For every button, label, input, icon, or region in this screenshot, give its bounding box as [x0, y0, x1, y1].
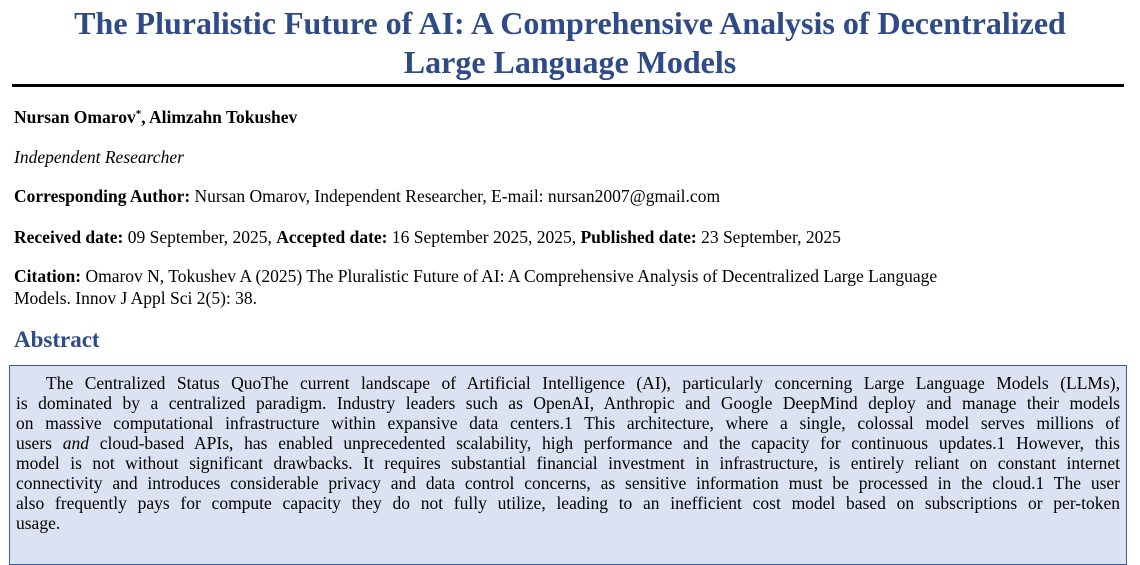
author-list [14, 106, 297, 128]
author-name: Nursan Omarov [14, 107, 136, 127]
abstract-line: model is not without significant drawbacks. It requires substantial financial investment in infrastructure, is entirely reliant on constant internet [16, 453, 1120, 473]
corresponding-label: Corresponding Author: [14, 186, 191, 206]
abstract-heading: Abstract [14, 327, 100, 352]
accepted-label: Accepted date: [276, 227, 388, 247]
abstract-line: The Centralized Status QuoThe current landscape of Artificial Intelligence (AI), particularly concerning Large Language Models (LLMs), [46, 373, 1120, 393]
affiliation: Independent Researcher [14, 147, 184, 167]
abstract-line [16, 433, 1120, 453]
received-label: Received date: [14, 227, 124, 247]
citation-text-1: Omarov N, Tokushev A (2025) The Pluralistic Future of AI: A Comprehensive Analysis of Decentralized Large Language [81, 266, 938, 286]
dates-line [14, 226, 841, 248]
abstract-text: cloud-based APIs, has enabled unprecedented scalability, high performance and the capacity for continuous updates.1 However, this [88, 433, 1120, 453]
abstract-line: usage. [16, 513, 61, 533]
corresponding-text: Nursan Omarov, Independent Researcher, E-mail: nursan2007@gmail.com [190, 186, 721, 206]
corresponding-author-mark: * [135, 108, 142, 120]
paper-title-line-2: Large Language Models [403, 44, 737, 80]
abstract-line: also frequently pays for compute capacity they do not fully utilize, leading to an inefficient cost model based on subscriptions or per-token [16, 493, 1120, 513]
abstract-line: is dominated by a centralized paradigm. Industry leaders such as OpenAI, Anthropic and Google DeepMind deploy and manage their models [16, 393, 1120, 413]
title-divider [12, 84, 1124, 87]
paper-title [0, 4, 1140, 82]
paper-title-line-1: The Pluralistic Future of AI: A Comprehensive Analysis of Decentralized [74, 5, 1066, 41]
received-date: 09 September, 2025, [123, 227, 277, 247]
abstract-text: users [16, 433, 63, 453]
abstract-box [9, 365, 1127, 565]
citation-label: Citation: [14, 266, 82, 286]
abstract-line: connectivity and introduces considerable privacy and data control concerns, as sensitive information must be processed in the cloud.1 The user [16, 473, 1120, 493]
citation [14, 265, 937, 309]
corresponding-author [14, 185, 720, 207]
published-label: Published date: [580, 227, 697, 247]
accepted-date: 16 September 2025, 2025, [387, 227, 581, 247]
coauthor-names: , Alimzahn Tokushev [141, 107, 298, 127]
abstract-italic-word: and [62, 433, 89, 453]
abstract-line: on massive computational infrastructure within expansive data centers.1 This architecture, where a single, colossal model serves millions of [16, 413, 1120, 433]
published-date: 23 September, 2025 [696, 227, 841, 247]
citation-text-2: Models. Innov J Appl Sci 2(5): 38. [14, 288, 258, 308]
